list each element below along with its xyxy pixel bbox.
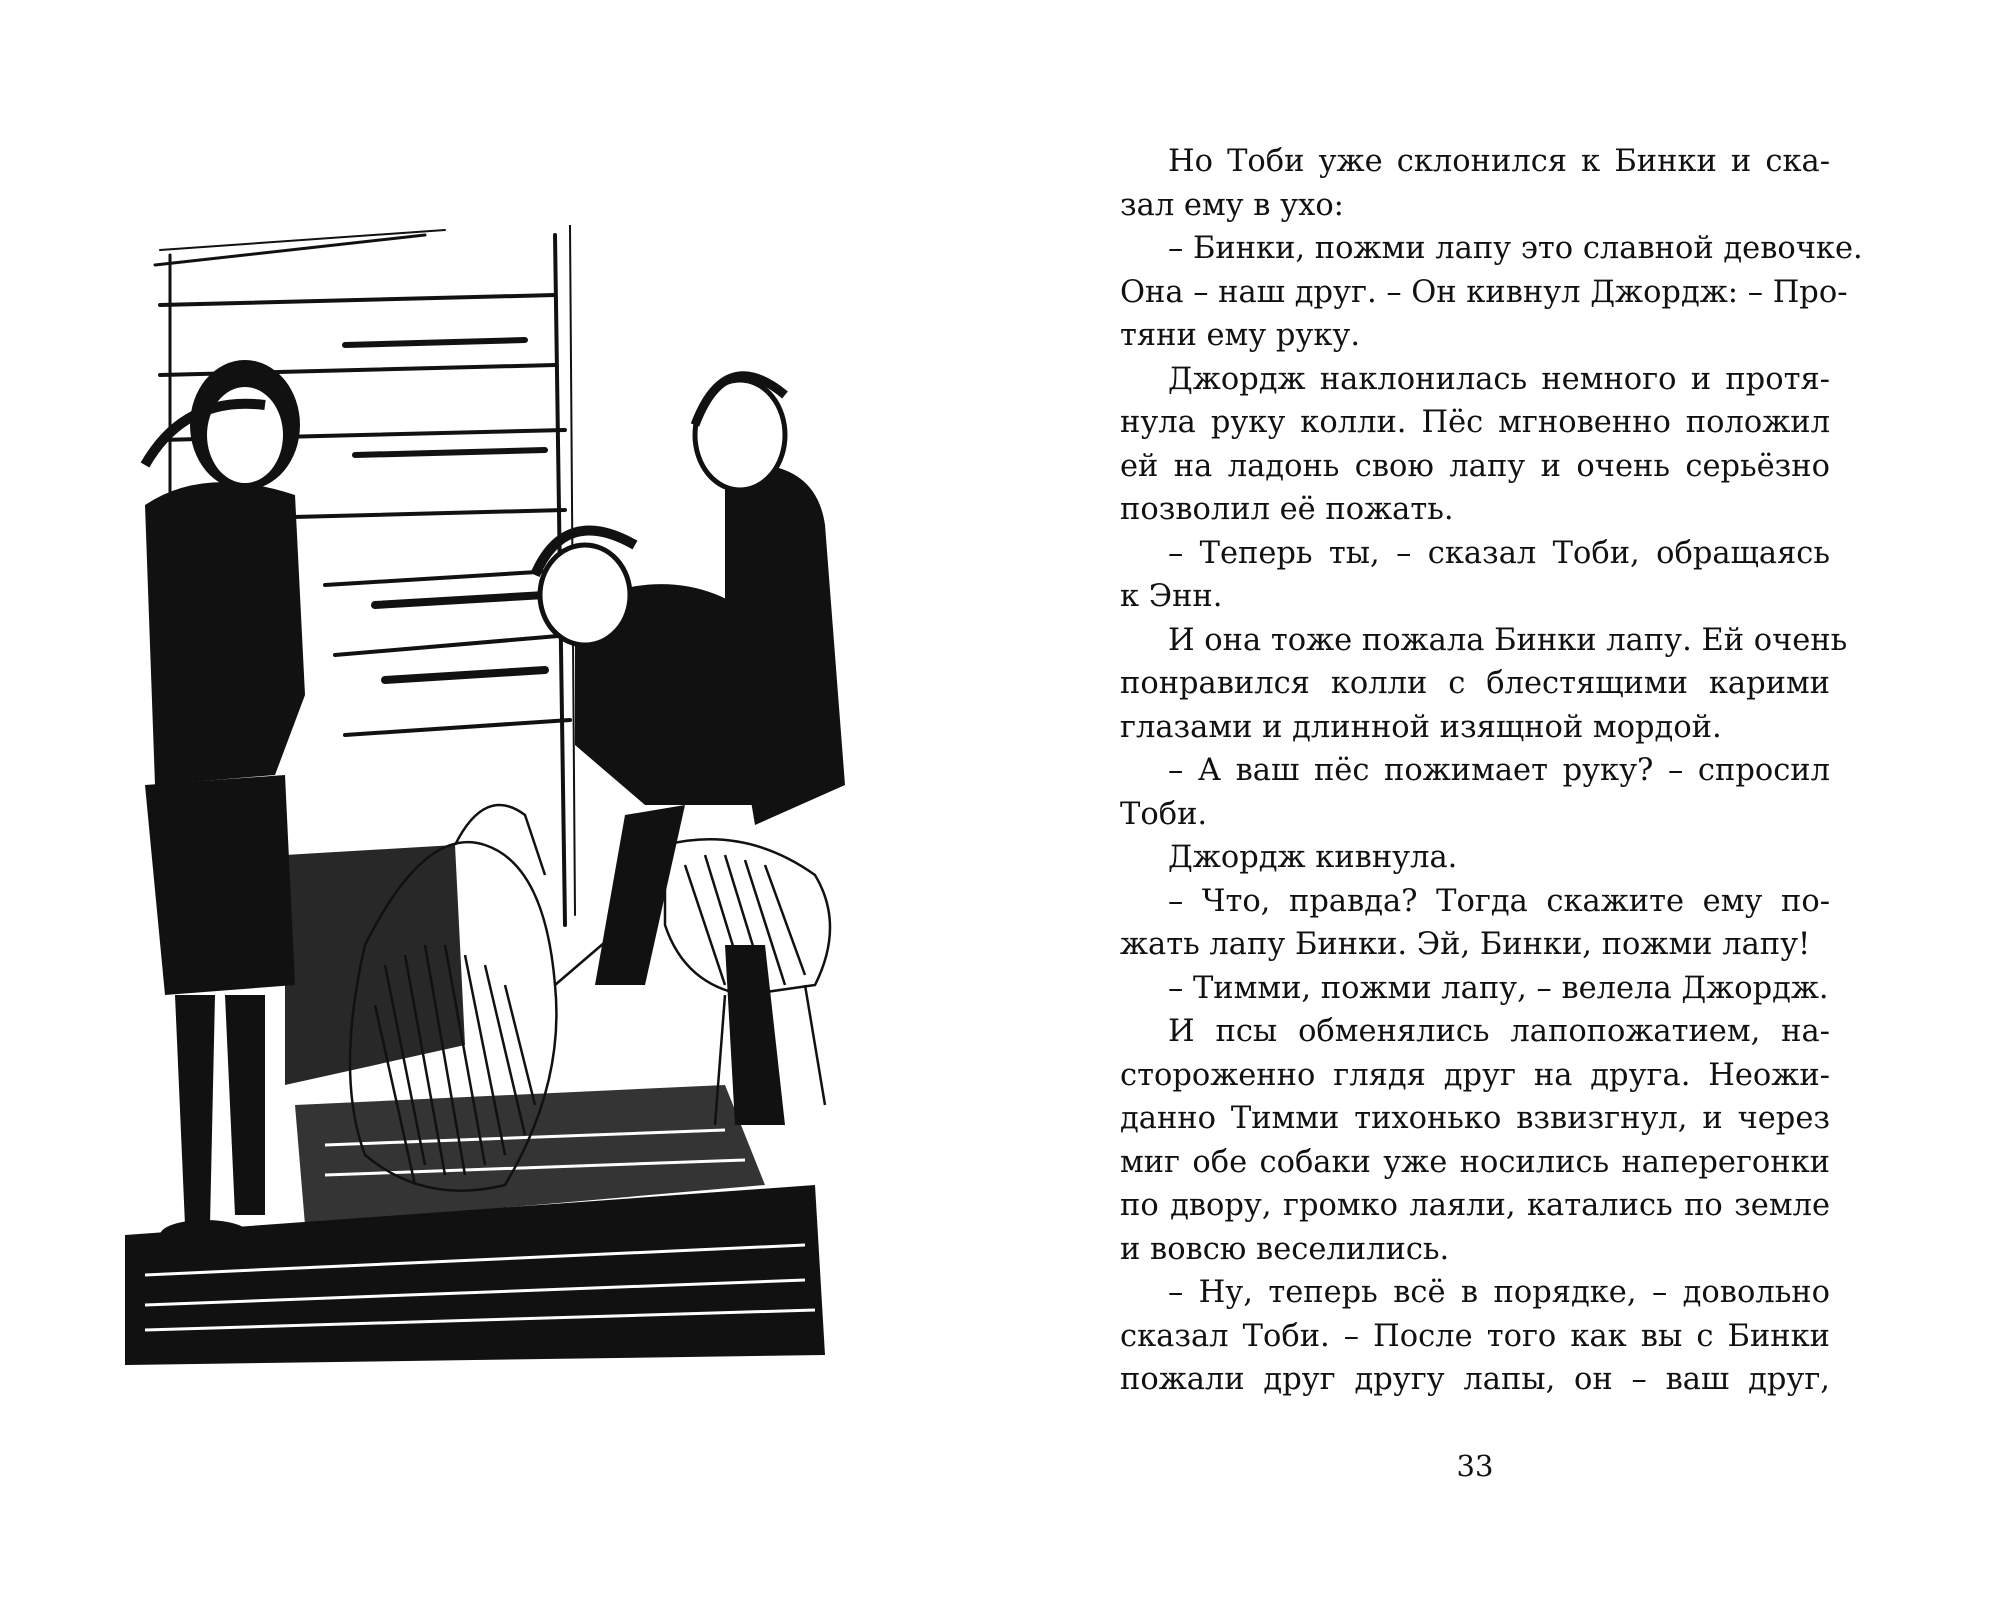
text-line: жать лапу Бинки. Эй, Бинки, пожми лапу! [1120, 927, 1811, 962]
text-line: зал ему в ухо: [1120, 187, 1344, 223]
text-line: – Что, правда? Тогда скажите ему по- [1168, 883, 1830, 919]
text-line: Она – наш друг. – Он кивнул Джордж: – Про- [1120, 274, 1848, 310]
text-line: по двору, громко лаяли, катались по земле [1120, 1188, 1830, 1223]
text-line: И она тоже пожала Бинки лапу. Ей очень [1168, 622, 1848, 658]
illustration [125, 225, 925, 1385]
text-line: миг обе собаки уже носились наперегонки [1120, 1144, 1830, 1180]
text-line: и вовсю веселились. [1120, 1231, 1450, 1267]
text-line: Тоби. [1120, 796, 1208, 832]
text-line: Джордж кивнула. [1168, 840, 1458, 875]
page-number: 33 [1456, 1449, 1494, 1483]
text-line: тяни ему руку. [1120, 318, 1361, 353]
text-line: – Тимми, пожми лапу, – велела Джордж. [1168, 970, 1829, 1006]
text-line: И псы обменялись лапопожатием, на- [1168, 1014, 1830, 1049]
illustration-drawing [125, 225, 925, 1385]
text-line: ей на ладонь свою лапу и очень серьёзно [1120, 448, 1830, 484]
text-line: пожали друг другу лапы, он – ваш друг, [1120, 1362, 1830, 1397]
text-line: сказал Тоби. – После того как вы с Бинки [1120, 1318, 1830, 1354]
text-line: понравился колли с блестящими карими [1120, 666, 1830, 701]
text-line: Но Тоби уже склонился к Бинки и ска- [1168, 144, 1830, 179]
text-line: стороженно глядя друг на друга. Неожи- [1120, 1057, 1830, 1093]
text-column [1120, 140, 1863, 1402]
text-line: Джордж наклонилась немного и протя- [1168, 361, 1830, 397]
text-line: к Энн. [1120, 579, 1223, 614]
text-line: – Ну, теперь всё в порядке, – довольно [1168, 1275, 1830, 1310]
text-line: нула руку колли. Пёс мгновенно положил [1120, 405, 1830, 440]
text-line: позволил её пожать. [1120, 492, 1454, 527]
text-line: – Теперь ты, – сказал Тоби, обращаясь [1168, 535, 1830, 571]
text-line: данно Тимми тихонько взвизгнул, и через [1120, 1101, 1830, 1136]
text-line: – Бинки, пожми лапу это славной девочке. [1168, 231, 1863, 266]
text-line: глазами и длинной изящной мордой. [1120, 709, 1722, 745]
text-line: – А ваш пёс пожимает руку? – спросил [1168, 753, 1830, 788]
